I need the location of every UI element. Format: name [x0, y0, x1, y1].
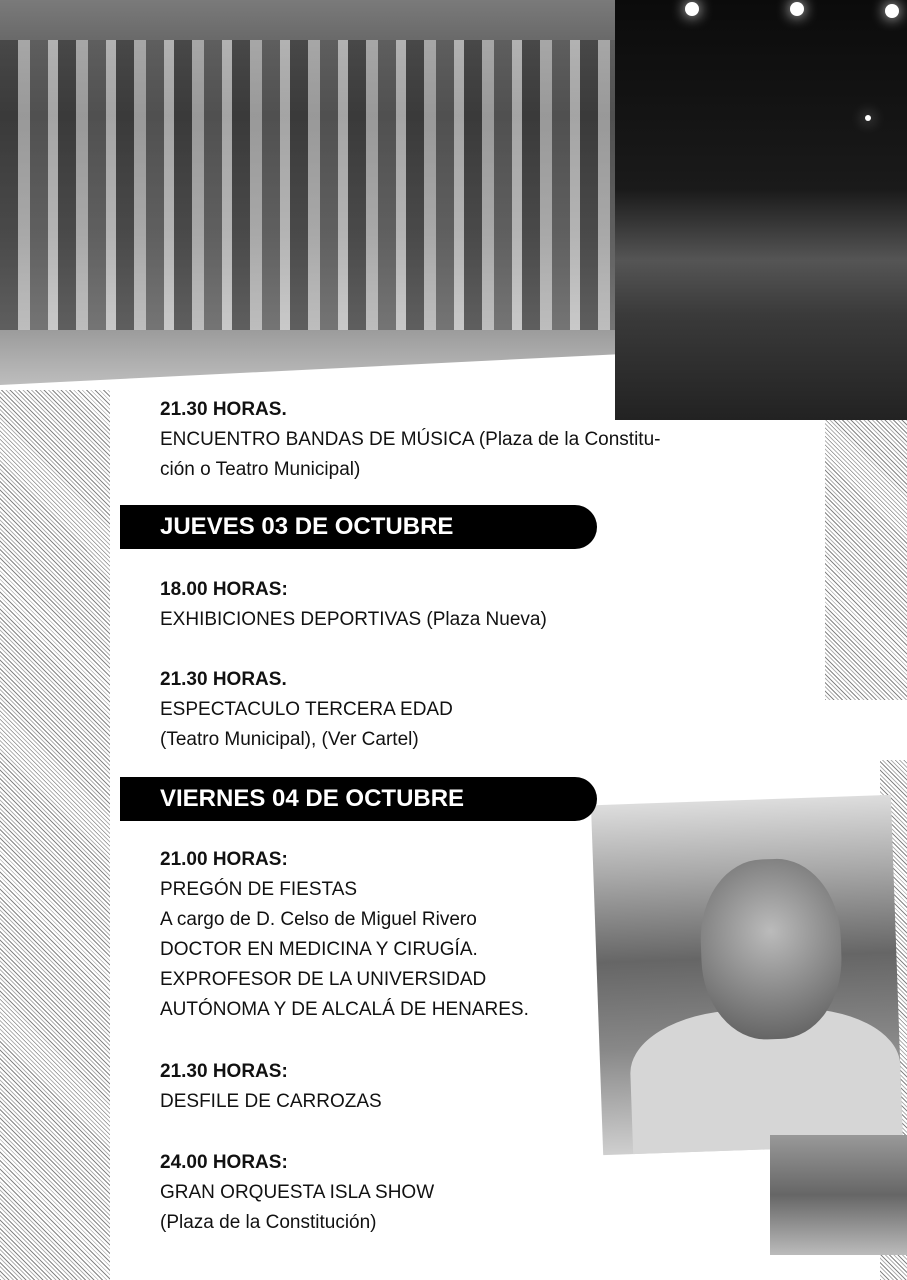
- event-desc: (Plaza de la Constitución): [160, 1212, 377, 1233]
- event-desc: ESPECTACULO TERCERA EDAD: [160, 699, 453, 720]
- event-desc: ENCUENTRO BANDAS DE MÚSICA (Plaza de la Constitu-: [160, 429, 661, 450]
- event-encuentro-bandas: [160, 395, 660, 485]
- event-desc: EXPROFESOR DE LA UNIVERSIDAD: [160, 969, 487, 990]
- speaker-portrait-photo: [591, 795, 903, 1155]
- right-edge-texture: [825, 420, 907, 700]
- event-time: 21.00 HORAS:: [160, 849, 288, 870]
- event-exhibiciones: [160, 575, 547, 635]
- event-desc: PREGÓN DE FIESTAS: [160, 879, 358, 900]
- event-orquesta: [160, 1148, 434, 1238]
- pirate-costume-group-photo: [0, 0, 618, 385]
- event-time: 21.30 HORAS:: [160, 1061, 288, 1082]
- day-header-jueves: JUEVES 03 DE OCTUBRE: [120, 505, 597, 549]
- event-pregon: [160, 845, 529, 1025]
- event-time: 21.30 HORAS.: [160, 399, 287, 420]
- event-desc: (Teatro Municipal), (Ver Cartel): [160, 729, 419, 750]
- day-header-viernes: VIERNES 04 DE OCTUBRE: [120, 777, 597, 821]
- concert-crowd-photo: [615, 0, 907, 420]
- event-desc: DESFILE DE CARROZAS: [160, 1091, 382, 1112]
- event-time: 21.30 HORAS.: [160, 669, 287, 690]
- event-desc: AUTÓNOMA Y DE ALCALÁ DE HENARES.: [160, 999, 529, 1020]
- event-desc: DOCTOR EN MEDICINA Y CIRUGÍA.: [160, 939, 478, 960]
- event-desc: A cargo de D. Celso de Miguel Rivero: [160, 909, 477, 930]
- event-time: 18.00 HORAS:: [160, 579, 288, 600]
- event-desfile: [160, 1057, 382, 1117]
- left-edge-texture: [0, 390, 110, 1280]
- elderly-man-photo: [770, 1135, 907, 1255]
- event-tercera-edad: [160, 665, 453, 755]
- event-desc: ción o Teatro Municipal): [160, 459, 361, 480]
- event-desc: GRAN ORQUESTA ISLA SHOW: [160, 1182, 435, 1203]
- event-time: 24.00 HORAS:: [160, 1152, 288, 1173]
- event-desc: EXHIBICIONES DEPORTIVAS (Plaza Nueva): [160, 609, 547, 630]
